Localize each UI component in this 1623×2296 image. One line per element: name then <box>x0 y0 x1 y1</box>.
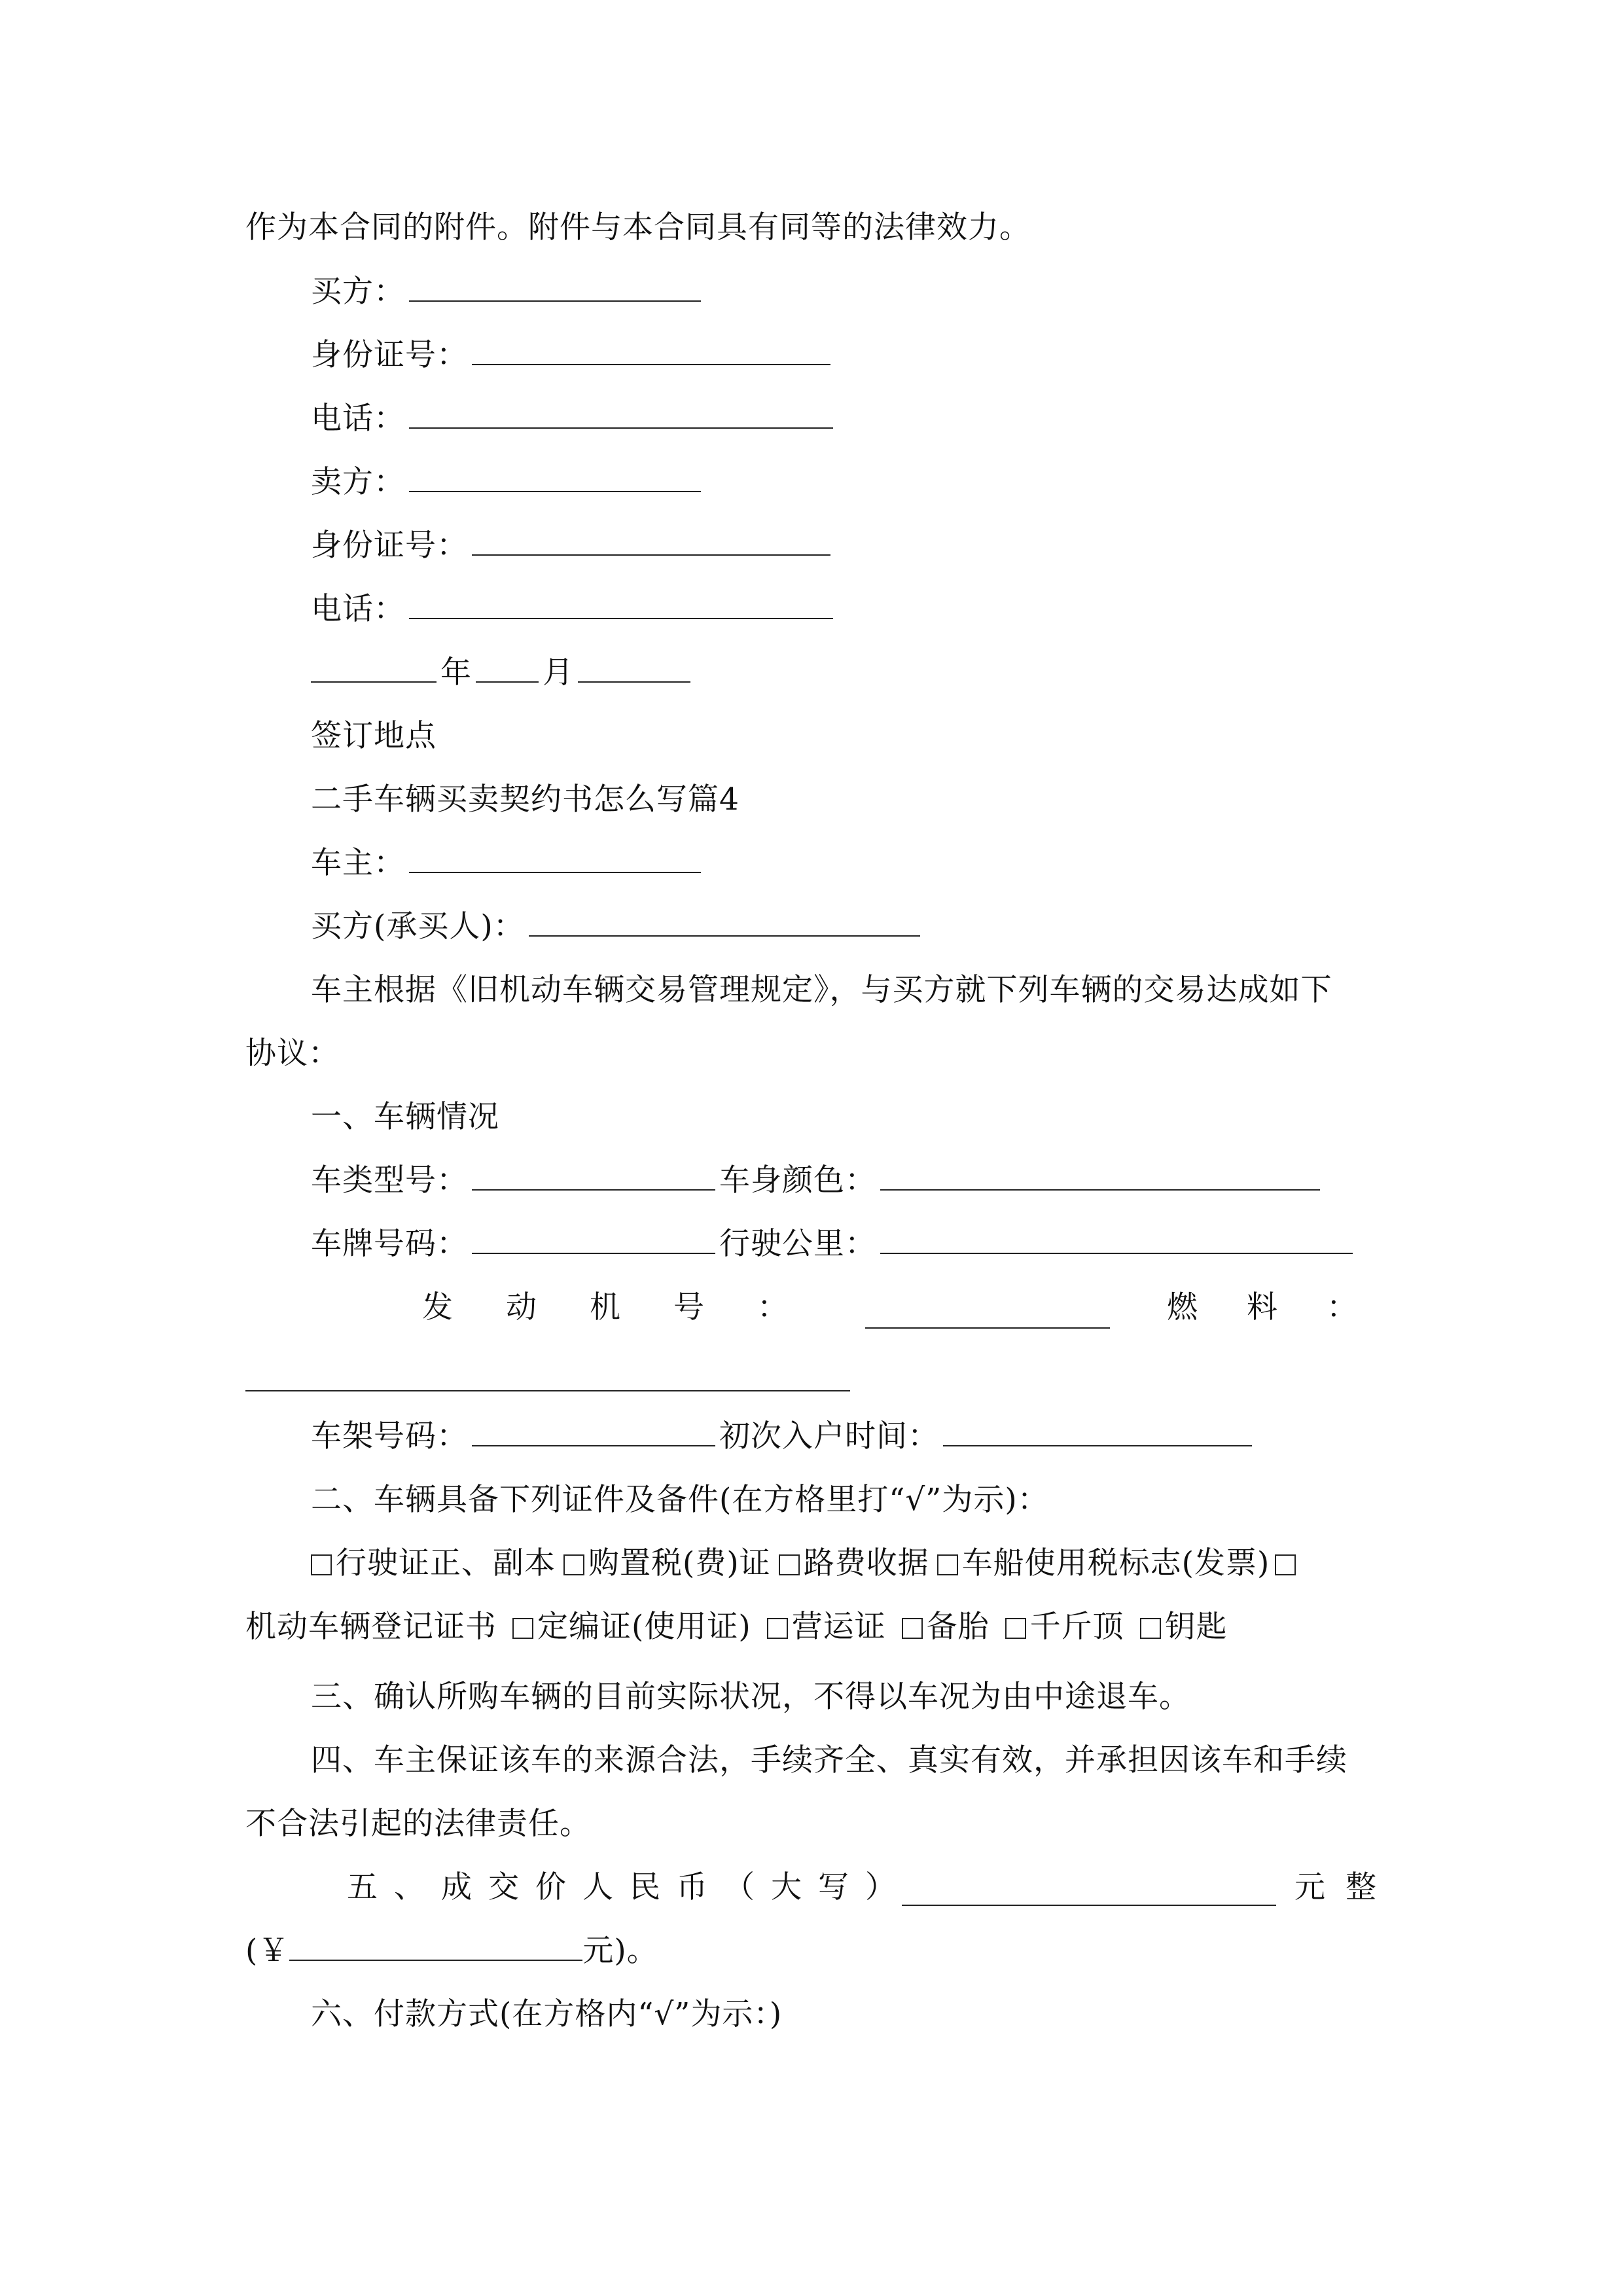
clause5-label <box>347 1868 897 1907</box>
price-figures-row <box>245 1931 658 1971</box>
fuel-char: ： <box>1327 1289 1358 1325</box>
checkbox[interactable] <box>512 1618 533 1639</box>
checkbox[interactable] <box>1005 1618 1026 1639</box>
year-label: 年 <box>440 655 472 691</box>
checkbox[interactable] <box>563 1554 584 1575</box>
engine-char: 发 <box>422 1289 454 1325</box>
color-blank[interactable] <box>880 1163 1320 1191</box>
checkbox[interactable] <box>767 1618 788 1639</box>
model-color-row <box>311 1161 1324 1200</box>
vin-firstreg-row <box>311 1417 1256 1456</box>
intro-tail: 作为本合同的附件。附件与本合同具有同等的法律效力。 <box>245 209 1031 245</box>
doc-item: 营运证 <box>791 1609 886 1645</box>
fuel-char: 料 <box>1247 1289 1278 1325</box>
buyer-id-row <box>311 336 834 375</box>
purchaser-label: 买方(承买人)： <box>311 908 525 944</box>
clause1-title: 一、车辆情况 <box>311 1099 499 1135</box>
plate-blank[interactable] <box>472 1227 715 1254</box>
doc-item: 千斤顶 <box>1029 1609 1124 1645</box>
fuel-char: 燃 <box>1167 1289 1198 1325</box>
doc-item: 定编证(使用证) <box>537 1609 751 1645</box>
doc-item: 车船使用税标志(发票) <box>961 1545 1270 1581</box>
buyer-phone-row <box>311 399 837 439</box>
clause4-line-2: 不合法引起的法律责任。 <box>245 1806 591 1842</box>
signing-place: 签订地点 <box>311 718 437 754</box>
price-tail-char: 元 <box>1294 1869 1326 1905</box>
plate-mileage-row <box>311 1225 1357 1264</box>
seller-id-row <box>311 526 834 565</box>
seller-phone-blank[interactable] <box>409 592 833 619</box>
date-row <box>311 653 694 692</box>
doc-item: 购置税(费)证 <box>588 1545 771 1581</box>
engine-char: ： <box>757 1289 789 1325</box>
day-blank[interactable] <box>578 655 690 683</box>
engine-char: 动 <box>506 1289 537 1325</box>
price-char: 成 <box>441 1869 473 1905</box>
documents-row-2 <box>245 1607 1228 1647</box>
month-blank[interactable] <box>476 655 539 683</box>
checkbox[interactable] <box>779 1554 800 1575</box>
price-char: 币 <box>677 1869 708 1905</box>
preamble-line-1: 车主根据《旧机动车辆交易管理规定》，与买方就下列车辆的交易达成如下 <box>311 972 1332 1008</box>
documents-row-1 <box>311 1544 1300 1583</box>
section-title: 二手车辆买卖契约书怎么写篇4 <box>311 781 740 817</box>
fuel-blank[interactable] <box>245 1390 850 1391</box>
vin-label: 车架号码： <box>311 1418 468 1454</box>
price-suffix: 元)。 <box>582 1933 658 1969</box>
price-char: （ <box>724 1869 755 1905</box>
price-char: 五 <box>347 1869 378 1905</box>
price-char: 民 <box>630 1869 661 1905</box>
year-blank[interactable] <box>311 655 437 683</box>
engine-blank[interactable] <box>865 1327 1110 1329</box>
owner-blank[interactable] <box>409 846 701 873</box>
seller-id-blank[interactable] <box>472 528 830 556</box>
engine-char: 号 <box>673 1289 705 1325</box>
checkbox[interactable] <box>937 1554 958 1575</box>
mileage-label: 行驶公里： <box>719 1226 876 1262</box>
mileage-blank[interactable] <box>880 1227 1353 1254</box>
buyer-id-label: 身份证号： <box>311 337 468 373</box>
seller-id-label: 身份证号： <box>311 528 468 564</box>
purchaser-blank[interactable] <box>529 909 920 937</box>
clause6: 六、付款方式(在方格内“√”为示：) <box>311 1996 783 2032</box>
price-figures-blank[interactable] <box>289 1933 582 1961</box>
checkbox[interactable] <box>311 1554 332 1575</box>
price-char: 人 <box>582 1869 614 1905</box>
engine-char: 机 <box>590 1289 621 1325</box>
doc-item: 行驶证正、副本 <box>336 1545 556 1581</box>
clause2-title: 二、车辆具备下列证件及备件(在方格里打“√”为示)： <box>311 1482 1049 1518</box>
seller-blank[interactable] <box>409 465 701 492</box>
price-tail-char: 整 <box>1346 1869 1377 1905</box>
price-char: 交 <box>488 1869 520 1905</box>
doc-item: 钥匙 <box>1164 1609 1228 1645</box>
clause3: 三、确认所购车辆的目前实际状况，不得以车况为由中途退车。 <box>311 1679 1190 1715</box>
model-blank[interactable] <box>472 1163 715 1191</box>
doc-item: 机动车辆登记证书 <box>245 1609 497 1645</box>
first-reg-blank[interactable] <box>943 1419 1252 1446</box>
month-label: 月 <box>543 655 574 691</box>
buyer-row <box>311 272 705 312</box>
clause5-tail <box>1294 1868 1377 1907</box>
vin-blank[interactable] <box>472 1419 715 1446</box>
doc-item: 路费收据 <box>803 1545 929 1581</box>
plate-label: 车牌号码： <box>311 1226 468 1262</box>
buyer-phone-blank[interactable] <box>409 401 833 429</box>
owner-row <box>311 844 705 883</box>
price-char: 写 <box>818 1869 849 1905</box>
checkbox[interactable] <box>1140 1618 1161 1639</box>
buyer-label: 买方： <box>311 274 405 310</box>
purchaser-row <box>311 907 924 946</box>
seller-label: 卖方： <box>311 464 405 500</box>
price-char: ） <box>865 1869 897 1905</box>
fuel-label <box>1167 1288 1358 1327</box>
first-reg-label: 初次入户时间： <box>719 1418 939 1454</box>
seller-row <box>311 463 705 502</box>
seller-phone-label: 电话： <box>311 591 405 627</box>
price-prefix: (￥ <box>245 1933 290 1969</box>
preamble-line-2: 协议： <box>245 1035 340 1071</box>
price-char: 大 <box>771 1869 802 1905</box>
buyer-blank[interactable] <box>409 274 701 302</box>
buyer-phone-label: 电话： <box>311 401 405 437</box>
clause4-line-1: 四、车主保证该车的来源合法，手续齐全、真实有效，并承担因该车和手续 <box>311 1742 1347 1778</box>
engine-label <box>422 1288 789 1327</box>
checkbox[interactable] <box>1275 1554 1296 1575</box>
price-words-blank[interactable] <box>902 1905 1276 1906</box>
price-char: 价 <box>535 1869 567 1905</box>
doc-item: 备胎 <box>926 1609 990 1645</box>
model-label: 车类型号： <box>311 1162 468 1198</box>
price-char: 、 <box>394 1869 425 1905</box>
checkbox[interactable] <box>902 1618 923 1639</box>
buyer-id-blank[interactable] <box>472 338 830 365</box>
seller-phone-row <box>311 590 837 629</box>
owner-label: 车主： <box>311 845 405 881</box>
color-label: 车身颜色： <box>719 1162 876 1198</box>
